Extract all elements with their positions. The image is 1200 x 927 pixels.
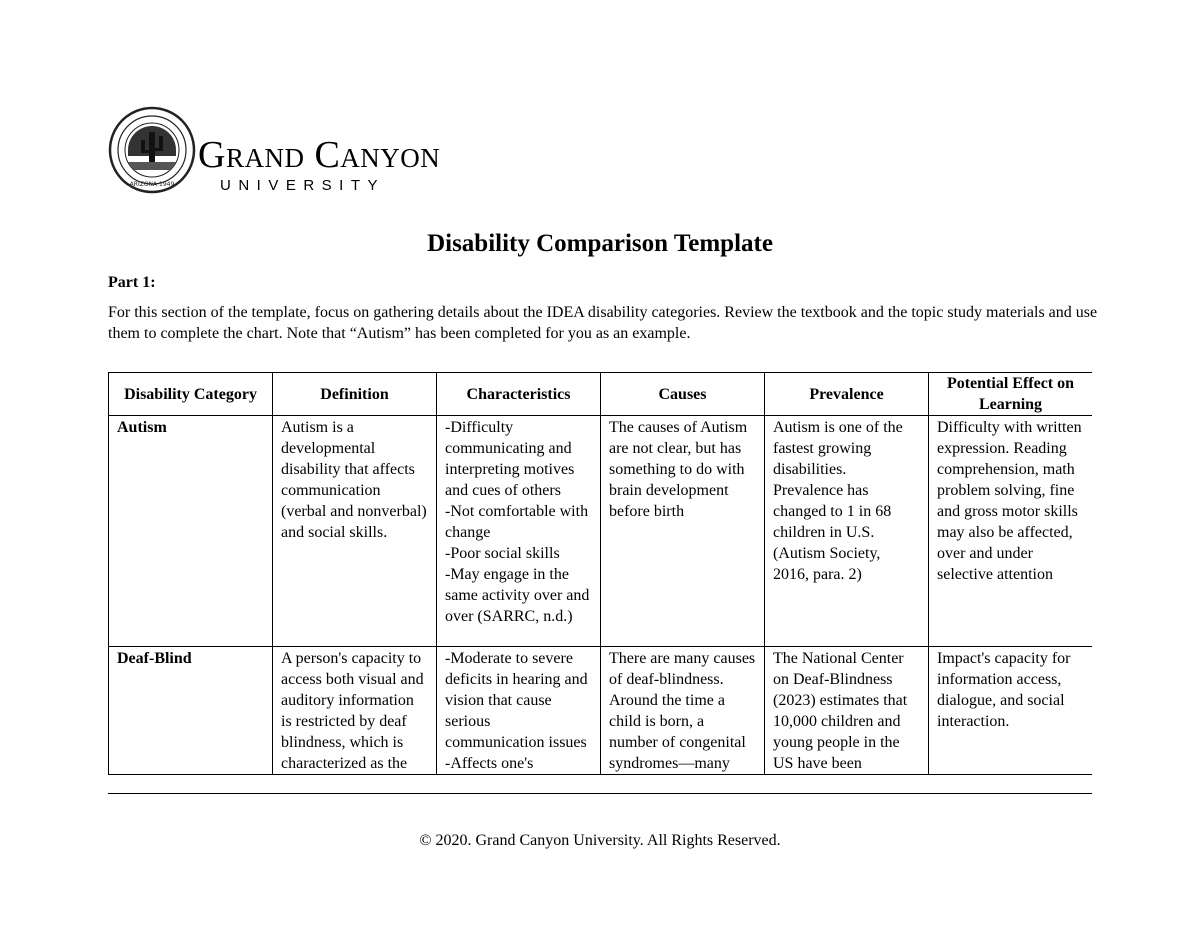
cell-characteristics [437, 416, 601, 647]
intro-paragraph: For this section of the template, focus on gathering details about the IDEA disability categories. Review the textbook and the topic study materials and use them to complete the chart. Note that “Autism” has been completed for you as an example. [108, 304, 1098, 342]
cell-causes: The causes of Autism are not clear, but has something to do with brain development before birth [601, 416, 765, 647]
table-row [109, 647, 1093, 775]
cell-category: Deaf-Blind [109, 647, 273, 775]
characteristic-item: -Moderate to severe deficits in hearing and vision that cause serious communication issues [445, 650, 588, 751]
header-prevalence: Prevalence [765, 373, 929, 416]
university-seal-icon [108, 106, 196, 194]
characteristic-item: -Poor social skills [445, 545, 560, 562]
cell-characteristics [437, 647, 601, 775]
characteristic-item: -Not comfortable with change [445, 503, 589, 541]
header-characteristics: Characteristics [437, 373, 601, 416]
header-potential-effect: Potential Effect on Learning [929, 373, 1093, 416]
cell-prevalence: The National Center on Deaf-Blindness (2023) estimates that 10,000 children and young people in the US have been [765, 647, 929, 775]
cell-prevalence: Autism is one of the fastest growing disabilities. Prevalence has changed to 1 in 68 children in U.S. (Autism Society, 2016, para. 2) [765, 416, 929, 647]
header-disability-category: Disability Category [109, 373, 273, 416]
wordmark-line2: UNIVERSITY [220, 177, 386, 194]
comparison-table-wrapper [108, 372, 1092, 794]
university-wordmark [198, 136, 440, 194]
copyright-footer: © 2020. Grand Canyon University. All Rights Reserved. [419, 832, 781, 849]
cell-effect: Difficulty with written expression. Reading comprehension, math problem solving, fine and gross motor skills may also be affected, over and under selective attention [929, 416, 1093, 647]
header-definition: Definition [273, 373, 437, 416]
cell-definition: Autism is a developmental disability that affects communication (verbal and nonverbal) and social skills. [273, 416, 437, 647]
characteristic-item: -Affects one's [445, 755, 534, 772]
svg-text:ARIZONA 1949: ARIZONA 1949 [129, 181, 175, 188]
header-causes: Causes [601, 373, 765, 416]
wordmark-line1: Grand Canyon [198, 134, 441, 176]
cell-definition: A person's capacity to access both visual and auditory information is restricted by deaf blindness, which is characterized as the [273, 647, 437, 775]
characteristic-item: -Difficulty communicating and interpreting motives and cues of others [445, 419, 575, 499]
document-title: Disability Comparison Template [427, 230, 773, 257]
comparison-table [108, 372, 1092, 775]
gcu-logo [108, 106, 478, 196]
part-label: Part 1: [108, 274, 156, 291]
characteristic-item: -May engage in the same activity over and over (SARRC, n.d.) [445, 566, 590, 625]
table-header-row [109, 373, 1093, 416]
cell-category: Autism [109, 416, 273, 647]
table-row [109, 416, 1093, 647]
cell-causes: There are many causes of deaf-blindness. Around the time a child is born, a number of congenital syndromes—many [601, 647, 765, 775]
cell-effect: Impact's capacity for information access, dialogue, and social interaction. [929, 647, 1093, 775]
